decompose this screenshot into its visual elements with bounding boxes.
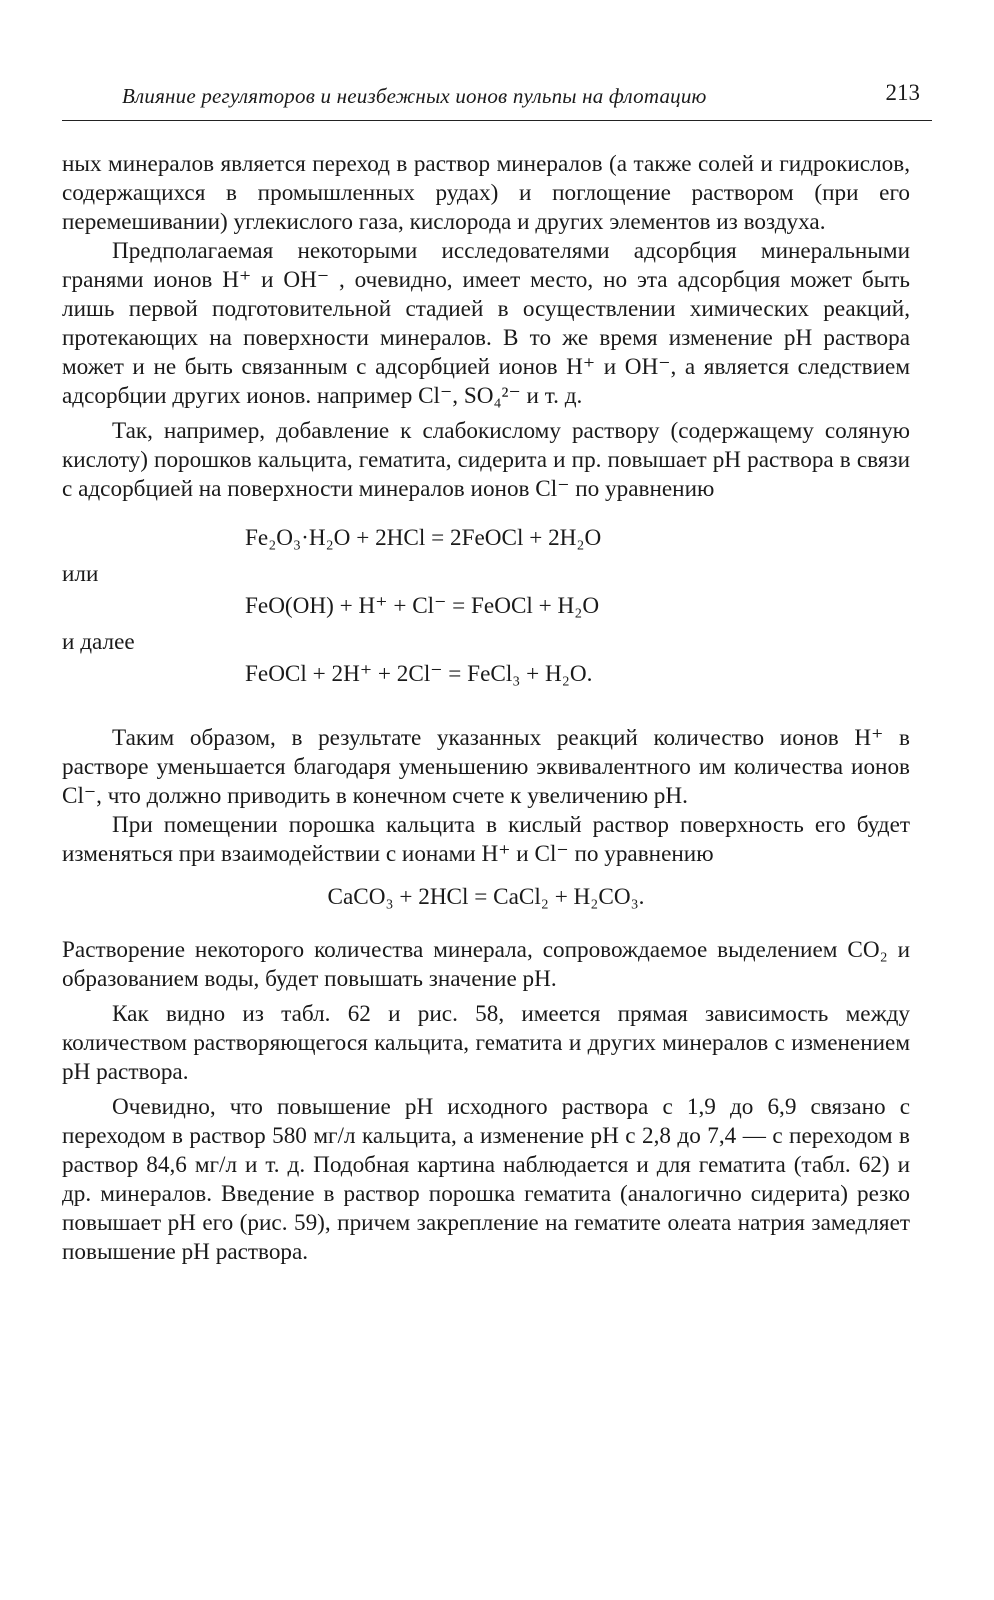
equation-label-row <box>62 561 910 592</box>
equation-label-row-2 <box>62 629 910 660</box>
page-body <box>62 150 910 1267</box>
paragraph-1: ных минералов является переход в раствор минералов (а также солей и гидрокислов, содержащихся в промышленных рудах) и поглощение раствором (при его перемешивании) углекислого газа, кислорода и других элементов из воздуха. <box>62 151 910 235</box>
paragraph-6: Растворение некоторого количества минерала, сопровождаемое выделением CO₂ и образованием воды, будет повышать значение pH. <box>62 937 910 992</box>
equation-row-3 <box>62 660 910 724</box>
running-title: Влияние регуляторов и неизбежных ионов пульпы на флотацию <box>122 84 707 108</box>
equation-3: FeOCl + 2H⁺ + 2Cl⁻ = FeCl₃ + H₂O. <box>245 661 593 687</box>
paragraph-3: Так, например, добавление к слабокислому раствору (содержащему соляную кислоту) порошков кальцита, гематита, сидерита и пр. повышает pH раствора в связи с адсорбцией на поверхности минералов ионов Cl⁻ по уравнению <box>62 418 910 502</box>
paragraph-4: Таким образом, в результате указанных реакций количество ионов H⁺ в растворе уменьшается благодаря уменьшению эквивалентного им количества ионов Cl⁻, что должно приводить в конечном счете к увеличению pH. <box>62 725 910 809</box>
paragraph-5: При помещении порошка кальцита в кислый раствор поверхность его будет изменяться при взаимодействии с ионами H⁺ и Cl⁻ по уравнению <box>62 812 910 867</box>
paragraph-2: Предполагаемая некоторыми исследователями адсорбция минеральными гранями ионов H⁺ и OH⁻ , очевидно, имеет место, но эта адсорбция может быть лишь первой подготовительной стадией в осуществлении химических реакций, протекающих на поверхности минералов. В то же время изменение pH раствора может и не быть связанным с адсорбцией ионов H⁺ и OH⁻, а является следствием адсорбции других ионов. например Cl⁻, SO₄²⁻ и т. д. <box>62 238 910 409</box>
equation-group <box>62 524 910 724</box>
page-number: 213 <box>885 80 920 105</box>
equation-label-or: или <box>62 561 99 587</box>
equation-row-1 <box>62 524 910 572</box>
paragraph-7: Как видно из табл. 62 и рис. 58, имеется прямая зависимость между количеством растворяющегося кальцита, гематита и других минералов с изменением pH раствора. <box>62 1001 910 1085</box>
page-header <box>62 80 932 121</box>
equation-row-2 <box>62 592 910 640</box>
equation-4: CaCO₃ + 2HCl = CaCl₂ + H₂CO₃. <box>327 884 645 910</box>
paragraph-8: Очевидно, что повышение pH исходного раствора с 1,9 до 6,9 связано с переходом в раствор 580 мг/л кальцита, а изменение pH с 2,8 до 7,4 — с переходом в раствор 84,6 мг/л и т. д. Подобная картина наблюдается и для гематита (табл. 62) и др. минералов. Введение в раствор порошка гематита (аналогично сидерита) резко повышает pH его (рис. 59), причем закрепление на гематите олеата натрия замедляет повышение pH раствора. <box>62 1094 910 1265</box>
equation-label-further: и далее <box>62 629 135 655</box>
equation-1: Fe₂O₃·H₂O + 2HCl = 2FeOCl + 2H₂O <box>245 525 602 551</box>
equation-2: FeO(OH) + H⁺ + Cl⁻ = FeOCl + H₂O <box>245 593 600 619</box>
